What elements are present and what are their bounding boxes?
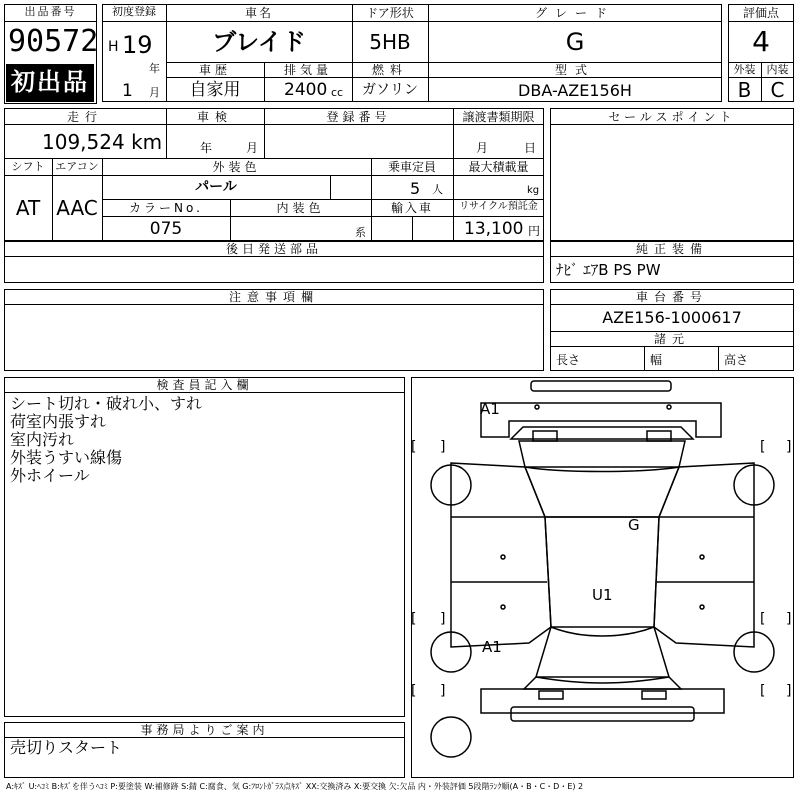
shift: AT bbox=[15, 196, 41, 220]
first-registration-era: H bbox=[108, 39, 119, 55]
damage-legend: A:ｷｽﾞ U:ﾍｺﾐ B:ｷｽﾞを伴うﾍｺﾐ P:要塗装 W:補修跡 S:錆 C:腐食、気 G:ﾌﾛﾝﾄｶﾞﾗｽ点ｷｽﾞ XX:交換済み X:要交換 欠:欠品 内・外装評価 5段階ﾗﾝｸ順(A・B・C・D・E) 2 bbox=[6, 782, 584, 791]
color-number: 075 bbox=[149, 219, 183, 239]
history-label: 車歴 bbox=[198, 63, 231, 77]
month-unit: 月 bbox=[149, 86, 160, 99]
interior-grade: C bbox=[770, 78, 785, 102]
inspection-year-unit: 年 bbox=[200, 141, 213, 155]
width-label: 幅 bbox=[650, 353, 663, 367]
height-label: 高さ bbox=[724, 353, 749, 367]
model: DBA-AZE156H bbox=[518, 81, 632, 100]
genuine-equipment-label: 純正装備 bbox=[635, 242, 708, 256]
fuel: ガソリン bbox=[362, 82, 418, 98]
notes-label: 注意事項欄 bbox=[228, 290, 319, 304]
inspection-month-unit: 月 bbox=[246, 141, 259, 155]
transfer-month-unit: 月 bbox=[476, 141, 489, 155]
color-number-label: カラーNo. bbox=[129, 201, 203, 215]
first-registration-label: 初度登録 bbox=[112, 5, 156, 18]
bracket-right-top2: ] bbox=[786, 439, 792, 455]
exterior-color-label: 外装色 bbox=[212, 160, 261, 174]
transfer-day-unit: 日 bbox=[524, 141, 537, 155]
year-unit: 年 bbox=[149, 62, 160, 75]
genuine-equipment: ﾅﾋﾞ ｴｱB PS PW bbox=[556, 261, 661, 279]
office-note: 売切りスタート bbox=[10, 738, 123, 757]
exterior-color: パール bbox=[195, 179, 237, 195]
displacement: 2400 bbox=[284, 80, 328, 100]
fuel-label: 燃料 bbox=[371, 63, 408, 77]
damage-mark-a1-left: A1 bbox=[482, 638, 502, 656]
bracket-right-bottom2: ] bbox=[786, 611, 792, 627]
displacement-label: 排気量 bbox=[283, 63, 332, 77]
car-body-diagram bbox=[411, 377, 794, 778]
bracket-right-top: ] bbox=[440, 439, 446, 455]
transfer-deadline-label: 譲渡書類期限 bbox=[462, 110, 535, 124]
bracket-left-top2: [ bbox=[760, 439, 766, 455]
office-label: 事務局よりご案内 bbox=[140, 723, 269, 737]
chassis-number: AZE156-1000617 bbox=[602, 308, 742, 327]
dimensions-label: 諸元 bbox=[653, 332, 690, 346]
inspector-note: 外装うすい線傷 bbox=[10, 448, 123, 467]
max-load-label: 最大積載量 bbox=[468, 160, 529, 174]
mileage-label: 走行 bbox=[66, 110, 103, 124]
recycle-unit: 円 bbox=[528, 224, 541, 238]
bracket-left-bottom: [ bbox=[411, 611, 417, 627]
door-type-label: ドア形状 bbox=[366, 6, 414, 20]
car-name: ブレイド bbox=[212, 28, 306, 56]
capacity-label: 乗車定員 bbox=[387, 160, 436, 174]
inspector-note: 室内汚れ bbox=[10, 430, 75, 449]
damage-mark-a1-front: A1 bbox=[480, 400, 500, 418]
door-type: 5HB bbox=[369, 30, 411, 54]
bracket-left-top: [ bbox=[411, 439, 417, 455]
inspector-note: シート切れ・破れ小、すれ bbox=[10, 394, 203, 413]
capacity-unit: 人 bbox=[432, 183, 443, 196]
registration-number-label: 登録番号 bbox=[326, 110, 391, 124]
bracket-right-bottom: ] bbox=[440, 611, 446, 627]
recycle-label: リサイクル預託金 bbox=[459, 201, 538, 212]
first-listing-badge: 初出品 bbox=[6, 64, 94, 102]
exterior-grade: B bbox=[737, 78, 752, 102]
lot-number-label: 出品番号 bbox=[24, 5, 77, 18]
first-registration-year: 19 bbox=[122, 31, 153, 59]
import-label: 輸入車 bbox=[390, 201, 433, 215]
score: 4 bbox=[752, 25, 770, 58]
damage-mark-u1: U1 bbox=[592, 586, 613, 604]
shift-label: シフト bbox=[11, 160, 45, 173]
model-label: 型式 bbox=[554, 63, 595, 77]
grade: G bbox=[565, 28, 585, 56]
bracket-right-rear2: ] bbox=[786, 683, 792, 699]
first-registration-month: 1 bbox=[122, 81, 133, 101]
interior-color-label: 内装色 bbox=[276, 201, 325, 215]
ac: AAC bbox=[56, 196, 98, 220]
history: 自家用 bbox=[189, 80, 241, 100]
displacement-unit: cc bbox=[331, 86, 344, 99]
bracket-right-rear: ] bbox=[440, 683, 446, 699]
inspector-note: 荷室内張すれ bbox=[10, 412, 107, 431]
max-load-unit: kg bbox=[527, 185, 540, 196]
sales-point-section bbox=[550, 108, 794, 241]
bracket-left-bottom2: [ bbox=[760, 611, 766, 627]
recycle-deposit: 13,100 bbox=[464, 219, 524, 239]
bracket-left-rear2: [ bbox=[760, 683, 766, 699]
sales-point-label: セールスポイント bbox=[608, 110, 736, 124]
lot-number: 90572 bbox=[8, 24, 99, 59]
inspector-note: 外ホイール bbox=[10, 466, 90, 485]
inspector-label: 検査員記入欄 bbox=[156, 378, 253, 392]
car-name-label: 車名 bbox=[244, 6, 273, 20]
grade-label: グレード bbox=[534, 6, 615, 20]
ac-label: エアコン bbox=[55, 160, 99, 173]
score-label: 評価点 bbox=[742, 6, 779, 20]
interior-label: 内装 bbox=[766, 63, 789, 76]
length-label: 長さ bbox=[556, 353, 581, 367]
later-parts-label: 後日発送部品 bbox=[225, 242, 322, 256]
exterior-label: 外装 bbox=[733, 63, 756, 76]
damage-mark-g: G bbox=[628, 516, 640, 534]
inspection-label: 車検 bbox=[196, 110, 233, 124]
capacity: 5 bbox=[410, 179, 421, 198]
chassis-label: 車台番号 bbox=[635, 290, 708, 304]
mileage: 109,524 km bbox=[42, 130, 163, 154]
bracket-left-rear: [ bbox=[411, 683, 417, 699]
interior-color-unit: 系 bbox=[355, 226, 366, 239]
